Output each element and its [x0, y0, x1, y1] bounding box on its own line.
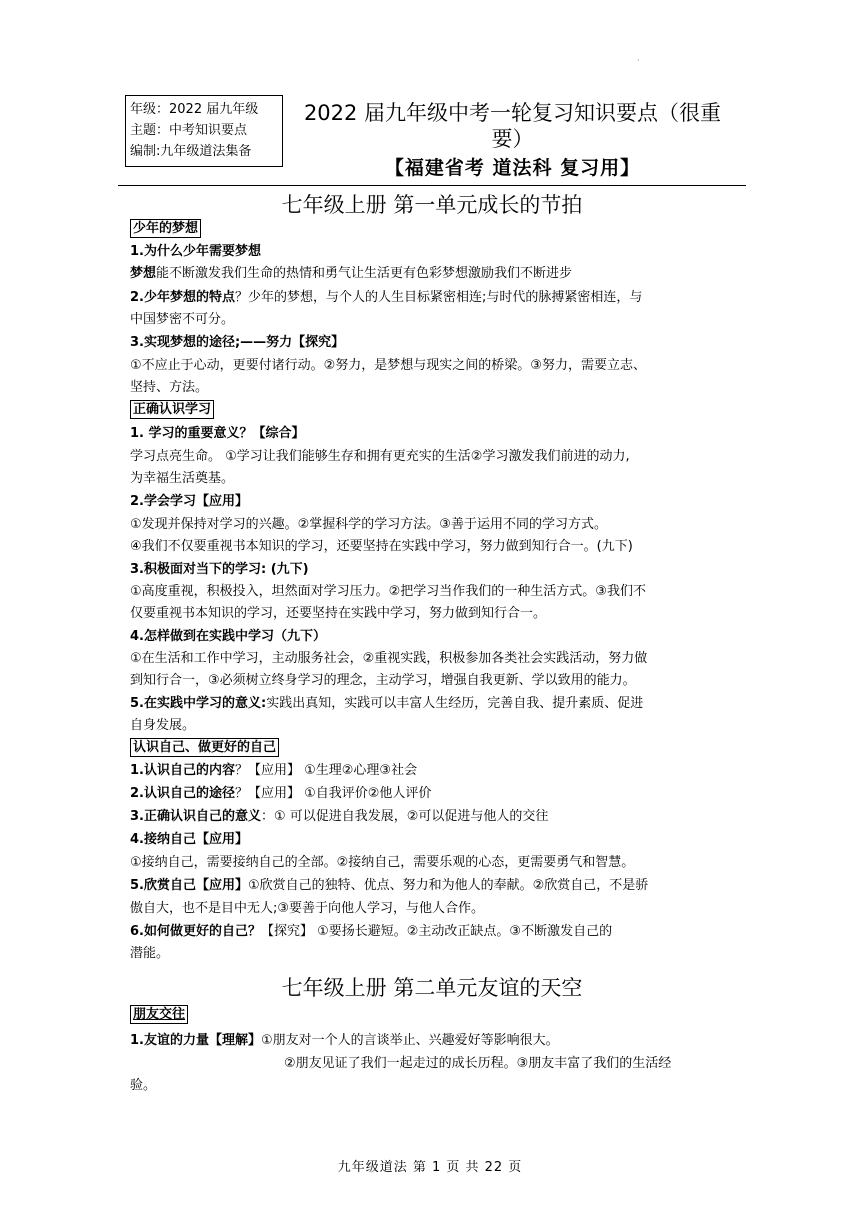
info-editor: 编制:九年级道法集备: [130, 144, 252, 159]
answer-line: [130, 760, 740, 781]
answer-line: 坚持、方法。: [130, 380, 209, 395]
question-heading: 1.认识自己的内容: [130, 763, 235, 778]
info-box: [125, 95, 283, 167]
answer-line: ②朋友见证了我们一起走过的成长历程。③朋友丰富了我们的生活经: [284, 1056, 672, 1071]
question-heading: 5.在实践中学习的意义:: [130, 696, 267, 711]
unit1-heading: 七年级上册 第一单元成长的节拍: [281, 193, 583, 217]
question-heading: 1.友谊的力量【理解】: [130, 1033, 261, 1048]
answer-line: ①接纳自己，需要接纳自己的全部。②接纳自己，需要乐观的心态，更需要勇气和智慧。: [130, 855, 635, 870]
document-subtitle: 【福建省考 道法科 复习用】: [384, 157, 641, 179]
answer-line: 学习点亮生命。 ①学习让我们能够生存和拥有更充实的生活②学习激发我们前进的动力,: [130, 449, 630, 464]
answer-line: ①高度重视，积极投入，坦然面对学习压力。②把学习当作我们的一种生活方式。③我们不: [130, 584, 646, 599]
answer-line: ④我们不仅要重视书本知识的学习，还要坚持在实践中学习，努力做到知行合一。(九下): [130, 539, 633, 554]
question-heading: 3.正确认识自己的意义: [130, 809, 261, 824]
answer-text: 实践出真知，实践可以丰富人生经历，完善自我、提升素质、促进: [266, 696, 644, 711]
title-line-1: 2022 届九年级中考一轮复习知识要点（很重: [303, 101, 722, 125]
header-divider: [118, 185, 746, 186]
answer-line: 为幸福生活奠基。: [130, 471, 235, 486]
question-heading: 3.实现梦想的途径;——努力【探究】: [130, 335, 345, 350]
answer-line: ①发现并保持对学习的兴趣。②掌握科学的学习方法。③善于运用不同的学习方式。: [130, 517, 607, 532]
question-heading: 2.学会学习【应用】: [130, 494, 248, 509]
question-heading: 2.少年梦想的特点: [130, 290, 235, 305]
answer-line: ①不应止于心动，更要付诸行动。②努力，是梦想与现实之间的桥梁。③努力，需要立志、: [130, 358, 646, 373]
question-heading: 5.欣赏自己【应用】: [130, 878, 248, 893]
question-heading: 3.积极面对当下的学习: (九下): [130, 562, 309, 577]
question-heading: 1.为什么少年需要梦想: [130, 244, 261, 259]
section-label-dream: 少年的梦想: [130, 219, 201, 238]
section-label-learning: 正确认识学习: [130, 400, 214, 419]
answer-text: ：① 可以促进自我发展，②可以促进与他人的交往: [260, 809, 549, 824]
answer-text: ①欣赏自己的独特、优点、努力和为他人的奉献。②欣赏自己，不是骄: [247, 878, 649, 893]
answer-text: ？少年的梦想，与个人的人生目标紧密相连;与时代的脉搏紧密相连，与: [234, 290, 643, 305]
question-heading: 1. 学习的重要意义？【综合】: [130, 426, 305, 441]
question-heading: 6.如何做更好的自己？: [130, 924, 261, 939]
answer-line: 中国梦密不可分。: [130, 312, 235, 327]
info-grade: 年级：2022 届九年级: [130, 102, 259, 117]
answer-line: 傲自大，也不是目中无人;③要善于向他人学习，与他人合作。: [130, 901, 485, 916]
info-topic: 主题：中考知识要点: [130, 123, 248, 138]
answer-line: [130, 921, 740, 942]
answer-line: ①在生活和工作中学习，主动服务社会，②重视实践，积极参加各类社会实践活动，努力做: [130, 651, 648, 666]
answer-text: 【探究】 ①要扬长避短。②主动改正缺点。③不断激发自己的: [260, 924, 613, 939]
answer-text: ？【应用】 ①生理②心理③社会: [234, 763, 418, 778]
answer-line: [130, 287, 740, 308]
question-heading: 2.认识自己的途径: [130, 786, 235, 801]
answer-line: [130, 875, 740, 896]
answer-line: [130, 693, 740, 714]
answer-text: 能不断激发我们生命的热情和勇气让生活更有色彩梦想激励我们不断进步: [156, 266, 573, 281]
answer-line: [130, 783, 740, 804]
answer-text: ①朋友对一个人的言谈举止、兴趣爱好等影响很大。: [260, 1033, 559, 1048]
answer-line: [130, 806, 740, 827]
answer-line: 验。: [130, 1078, 157, 1093]
section-label-friends: 朋友交往: [130, 1005, 188, 1024]
answer-line: 到知行合一，③必须树立终身学习的理念，主动学习，增强自我更新、学以致用的能力。: [130, 673, 636, 688]
answer-line: [130, 263, 740, 284]
answer-line: 潜能。: [130, 946, 170, 961]
question-heading: 4.接纳自己【应用】: [130, 832, 248, 847]
key-term: 梦想: [130, 266, 157, 281]
answer-line: 仅要重视书本知识的学习，还要坚持在实践中学习，努力做到知行合一。: [130, 606, 547, 621]
question-heading: 4.怎样做到在实践中学习（九下）: [130, 629, 326, 644]
section-label-self: 认识自己、做更好的自己: [130, 738, 279, 757]
page-footer: 九年级道法 第 1 页 共 22 页: [337, 1160, 523, 1175]
document-title: [290, 100, 735, 152]
answer-line: 自身发展。: [130, 718, 196, 733]
unit2-heading: 七年级上册 第二单元友谊的天空: [281, 976, 583, 1000]
answer-text: ？【应用】 ①自我评价②他人评价: [234, 786, 432, 801]
header-dot: ·: [637, 56, 640, 65]
title-line-2: 要）: [491, 127, 534, 151]
answer-line: [130, 1030, 740, 1051]
